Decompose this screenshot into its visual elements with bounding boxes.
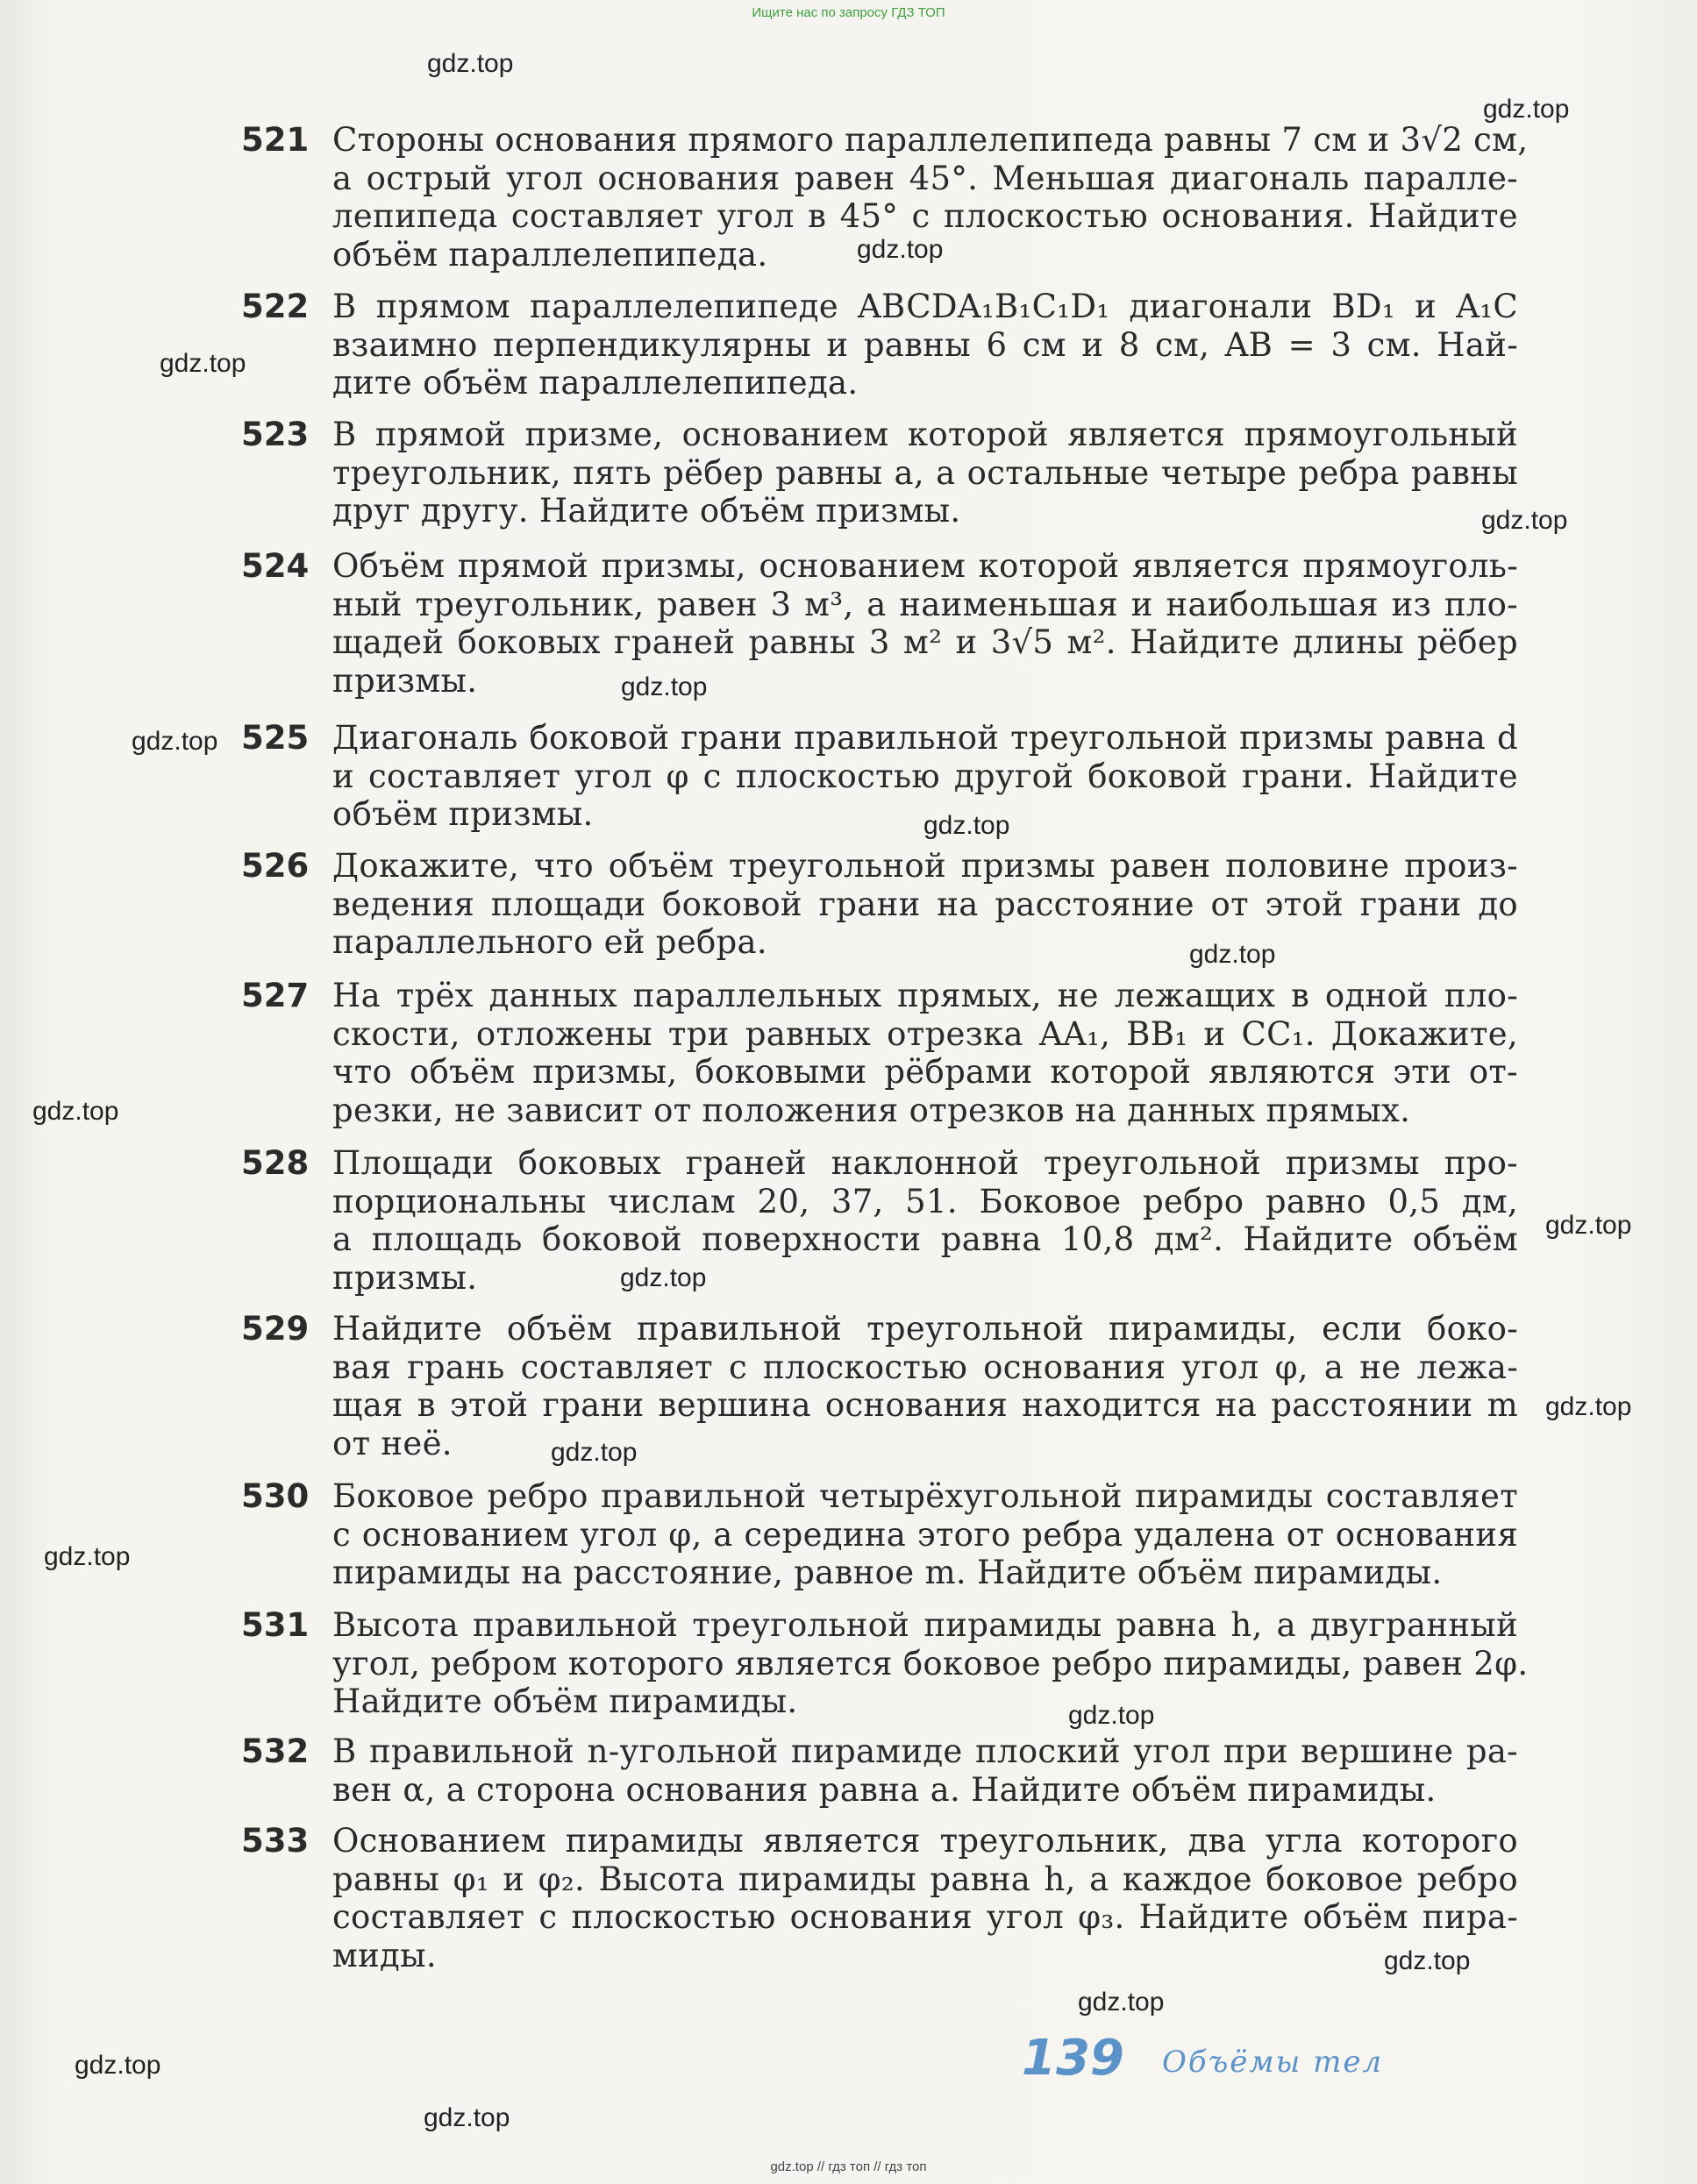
text-line: вая грань составляет с плоскостью основания угол φ, а не лежа- bbox=[332, 1348, 1518, 1386]
text-line: скости, отложены три равных отрезка AA₁, BB₁ и CC₁. Докажите, bbox=[332, 1014, 1518, 1053]
footer-banner: gdz.top // гдз топ // гдз топ bbox=[770, 2159, 927, 2174]
problem-number: 526 bbox=[241, 847, 310, 885]
text-line: параллельного ей ребра. bbox=[332, 923, 767, 961]
text-line: миды. bbox=[332, 1936, 437, 1974]
text-line: Высота правильной треугольной пирамиды равна h, а двугранный bbox=[332, 1606, 1518, 1644]
problem-number: 528 bbox=[241, 1144, 310, 1182]
text-line: В прямой призме, основанием которой является прямоугольный bbox=[332, 416, 1518, 453]
watermark: gdz.top bbox=[1068, 1701, 1155, 1730]
text-line: Докажите, что объём треугольной призмы равен половине произ- bbox=[332, 847, 1518, 885]
watermark: gdz.top bbox=[1545, 1392, 1632, 1421]
text-line: объём параллелепипеда. bbox=[332, 235, 768, 274]
watermark: gdz.top bbox=[857, 235, 944, 264]
text-line: призмы. bbox=[332, 1258, 478, 1297]
text-line: В правильной n-угольной пирамиде плоский угол при вершине ра- bbox=[332, 1732, 1518, 1770]
problem-text bbox=[332, 719, 1518, 834]
watermark: gdz.top bbox=[75, 2051, 161, 2080]
watermark: gdz.top bbox=[160, 349, 246, 378]
watermark: gdz.top bbox=[1545, 1211, 1632, 1240]
text-line: вен α, а сторона основания равна a. Найдите объём пирамиды. bbox=[332, 1770, 1437, 1809]
problem-number: 530 bbox=[241, 1477, 310, 1515]
text-line: Диагональ боковой грани правильной треугольной призмы равна d bbox=[332, 719, 1518, 757]
watermark: gdz.top bbox=[132, 727, 218, 756]
problem-text bbox=[332, 847, 1518, 962]
problem-number: 532 bbox=[241, 1732, 310, 1770]
problem-text bbox=[332, 1310, 1518, 1462]
problem-text bbox=[332, 1606, 1529, 1721]
watermark: gdz.top bbox=[1384, 1946, 1471, 1975]
text-line: составляет с плоскостью основания угол φ₃. Найдите объём пира- bbox=[332, 1898, 1518, 1936]
watermark: gdz.top bbox=[32, 1097, 119, 1126]
watermark: gdz.top bbox=[621, 672, 708, 701]
text-line: ведения площади боковой грани на расстояние от этой грани до bbox=[332, 885, 1518, 923]
text-line: от неё. bbox=[332, 1424, 453, 1462]
problem-text bbox=[332, 416, 1518, 530]
text-line: Найдите объём правильной треугольной пирамиды, если боко- bbox=[332, 1310, 1518, 1348]
text-line: порциональны числам 20, 37, 51. Боковое ребро равно 0,5 дм, bbox=[332, 1182, 1518, 1220]
text-line: Стороны основания прямого параллелепипеда равны 7 см и 3√2 см, bbox=[332, 121, 1529, 159]
problem-number: 529 bbox=[241, 1310, 310, 1348]
text-line: с основанием угол φ, а середина этого ребра удалена от основания bbox=[332, 1515, 1518, 1554]
text-line: а площадь боковой поверхности равна 10,8 дм². Найдите объём bbox=[332, 1220, 1518, 1258]
text-line: дите объём параллелепипеда. bbox=[332, 364, 859, 402]
text-line: Найдите объём пирамиды. bbox=[332, 1682, 798, 1720]
problem-number: 521 bbox=[241, 121, 310, 159]
problem-number: 531 bbox=[241, 1606, 310, 1644]
text-line: а острый угол основания равен 45°. Меньшая диагональ паралле- bbox=[332, 159, 1518, 197]
problem-number: 522 bbox=[241, 288, 310, 325]
problem-number: 533 bbox=[241, 1822, 310, 1860]
watermark: gdz.top bbox=[424, 2103, 510, 2132]
problem-text bbox=[332, 1822, 1518, 1974]
watermark: gdz.top bbox=[1189, 940, 1276, 969]
watermark: gdz.top bbox=[620, 1263, 707, 1292]
text-line: В прямом параллелепипеде ABCDA₁B₁C₁D₁ диагонали BD₁ и A₁C bbox=[332, 288, 1518, 325]
text-line: объём призмы. bbox=[332, 795, 594, 833]
text-line: ный треугольник, равен 3 м³, а наименьшая и наибольшая из пло- bbox=[332, 585, 1518, 623]
text-line: Площади боковых граней наклонной треугольной призмы про- bbox=[332, 1144, 1518, 1182]
chapter-title: Объёмы тел bbox=[1162, 2045, 1384, 2080]
watermark: gdz.top bbox=[427, 49, 514, 78]
text-line: взаимно перпендикулярны и равны 6 см и 8 см, AB = 3 см. Най- bbox=[332, 325, 1518, 364]
watermark: gdz.top bbox=[551, 1438, 638, 1467]
text-line: Объём прямой призмы, основанием которой является прямоуголь- bbox=[332, 547, 1518, 585]
text-line: друг другу. Найдите объём призмы. bbox=[332, 492, 961, 530]
text-line: лепипеда составляет угол в 45° с плоскостью основания. Найдите bbox=[332, 197, 1518, 235]
text-line: и составляет угол φ с плоскостью другой боковой грани. Найдите bbox=[332, 757, 1518, 795]
watermark: gdz.top bbox=[44, 1542, 131, 1571]
problem-text bbox=[332, 547, 1518, 700]
text-line: треугольник, пять рёбер равны a, а остальные четыре ребра равны bbox=[332, 453, 1518, 492]
text-line: На трёх данных параллельных прямых, не лежащих в одной пло- bbox=[332, 977, 1518, 1014]
text-line: что объём призмы, боковыми рёбрами которой являются эти от- bbox=[332, 1053, 1518, 1091]
text-line: резки, не зависит от положения отрезков на данных прямых. bbox=[332, 1091, 1411, 1129]
problem-number: 523 bbox=[241, 416, 310, 453]
problem-text bbox=[332, 121, 1529, 274]
problem-text bbox=[332, 1477, 1518, 1592]
watermark: gdz.top bbox=[1483, 95, 1570, 124]
search-hint-banner: Ищите нас по запросу ГДЗ ТОП bbox=[752, 5, 945, 20]
text-line: равны φ₁ и φ₂. Высота пирамиды равна h, а каждое боковое ребро bbox=[332, 1860, 1518, 1898]
watermark: gdz.top bbox=[1481, 506, 1568, 535]
page-number: 139 bbox=[1022, 2030, 1124, 2087]
problem-number: 524 bbox=[241, 547, 310, 585]
watermark: gdz.top bbox=[923, 811, 1010, 840]
text-line: щая в этой грани вершина основания находится на расстоянии m bbox=[332, 1386, 1518, 1424]
text-line: Основанием пирамиды является треугольник, два угла которого bbox=[332, 1822, 1518, 1860]
text-line: призмы. bbox=[332, 661, 478, 700]
watermark: gdz.top bbox=[1078, 1988, 1165, 2017]
problem-number: 525 bbox=[241, 719, 310, 757]
text-line: Боковое ребро правильной четырёхугольной пирамиды составляет bbox=[332, 1477, 1518, 1515]
problem-text bbox=[332, 1732, 1518, 1809]
problem-number: 527 bbox=[241, 977, 310, 1014]
text-line: щадей боковых граней равны 3 м² и 3√5 м². Найдите длины рёбер bbox=[332, 623, 1518, 661]
problem-text bbox=[332, 977, 1518, 1129]
problem-text bbox=[332, 1144, 1518, 1297]
text-line: угол, ребром которого является боковое ребро пирамиды, равен 2φ. bbox=[332, 1644, 1529, 1682]
text-line: пирамиды на расстояние, равное m. Найдите объём пирамиды. bbox=[332, 1554, 1443, 1591]
problem-text bbox=[332, 288, 1518, 402]
